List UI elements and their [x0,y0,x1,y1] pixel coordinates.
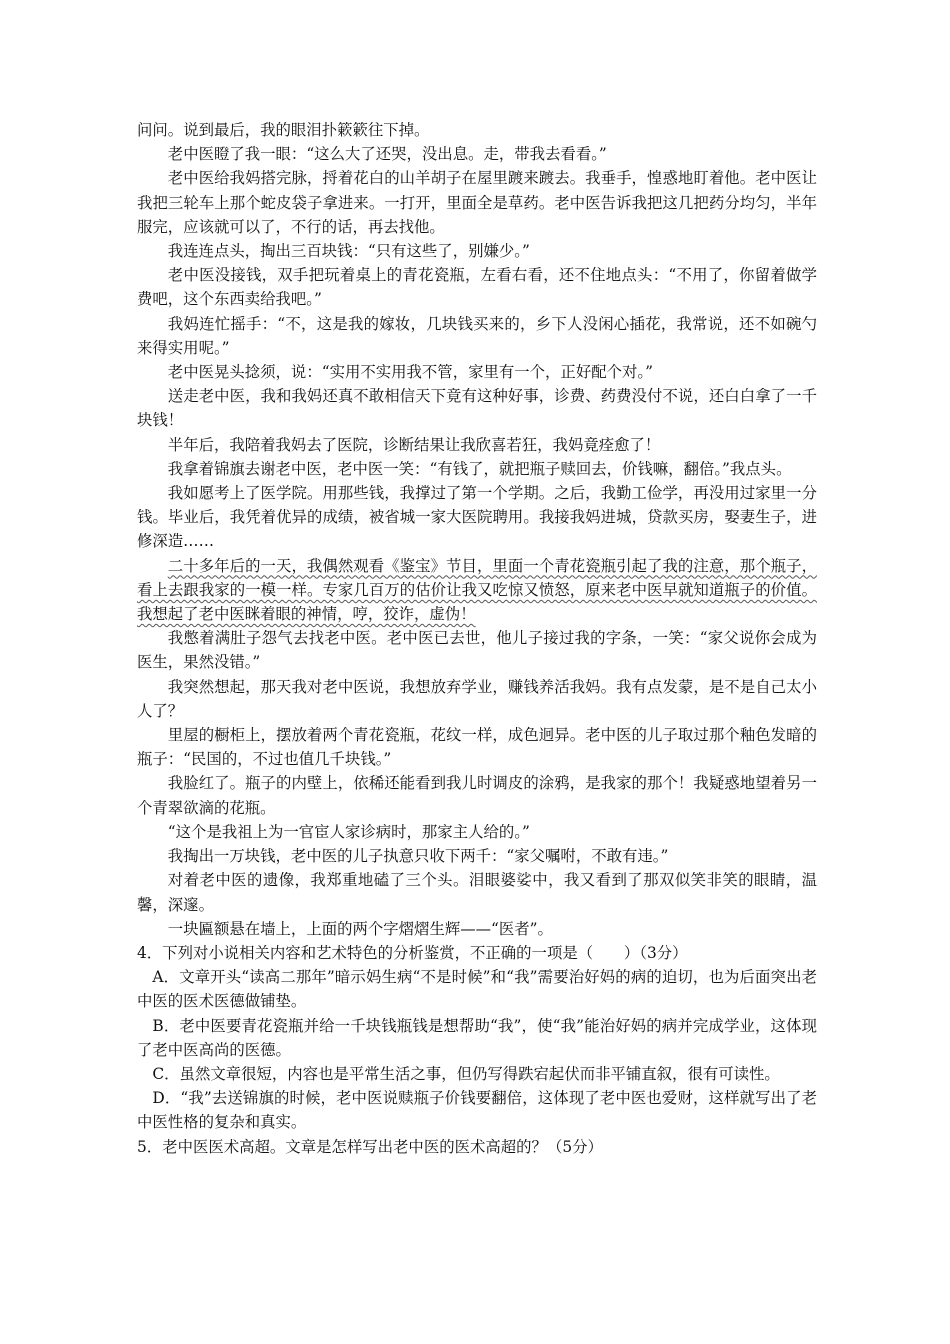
story-paragraph: 老中医给我妈搭完脉，捋着花白的山羊胡子在屋里踱来踱去。我垂手，惶惑地盯着他。老中医让我把三轮车上那个蛇皮袋子拿进来。一打开，里面全是草药。老中医告诉我把这几把药分均匀，半年服完，应该就可以了，不行的话，再去找他。 [137,169,817,236]
story-text [137,118,817,1159]
story-paragraph: 老中医没接钱，双手把玩着桌上的青花瓷瓶，左看右看，还不住地点头：“不用了，你留着做学费吧，这个东西卖给我吧。” [137,266,817,309]
story-paragraph: 我连连点头，掏出三百块钱：“只有这些了，别嫌少。” [167,242,530,261]
story-paragraph: 对着老中医的遗像，我郑重地磕了三个头。泪眼婆娑中，我又看到了那双似笑非笑的眼睛，温馨，深邃。 [137,871,817,914]
question-4-option-c: C．虽然文章很短，内容也是平常生活之事，但仍写得跌宕起伏而非平铺直叙，很有可读性。 [152,1064,780,1083]
story-paragraph: 里屋的橱柜上，摆放着两个青花瓷瓶，花纹一样，成色迥异。老中医的儿子取过那个釉色发暗的瓶子：“民国的，不过也值几千块钱。” [137,726,817,769]
story-paragraph: 我憋着满肚子怨气去找老中医。老中医已去世，他儿子接过我的字条，一笑：“家父说你会成为医生，果然没错。” [137,629,817,672]
question-4: 4．下列对小说相关内容和艺术特色的分析鉴赏，不正确的一项是（ ）（3分） [137,943,688,962]
question-5: 5．老中医医术高超。文章是怎样写出老中医的医术高超的？（5分） [137,1137,603,1156]
story-paragraph: 一块匾额悬在墙上，上面的两个字熠熠生辉——“医者”。 [167,919,553,938]
story-paragraph: 老中医晃头捻须，说：“实用不实用我不管，家里有一个，正好配个对。” [167,363,653,382]
question-4-option-a: A．文章开头“读高二那年”暗示妈生病“不是时候”和“我”需要治好妈的病的迫切，也为后面突出老中医的医术医德做铺垫。 [137,968,817,1011]
story-paragraph: 我脸红了。瓶子的内壁上，依稀还能看到我儿时调皮的涂鸦，是我家的那个！我疑惑地望着另一个青翠欲滴的花瓶。 [137,774,817,817]
underlined-paragraph: 二十多年后的一天，我偶然观看《鉴宝》节目，里面一个青花瓷瓶引起了我的注意，那个瓶子，看上去跟我家的一模一样。专家几百万的估价让我又吃惊又愤怒，原来老中医早就知道瓶子的价值。我想起了老中医眯着眼的神情，哼，狡诈，虚伪！ [137,556,817,624]
story-paragraph: 老中医瞪了我一眼：“这么大了还哭，没出息。走，带我去看看。” [167,145,607,164]
story-paragraph: 问问。说到最后，我的眼泪扑簌簌往下掉。 [137,121,430,139]
question-4-option-d: D．“我”去送锦旗的时候，老中医说赎瓶子价钱要翻倍，这体现了老中医也爱财，这样就写出了老中医性格的复杂和真实。 [137,1089,817,1132]
story-paragraph: 送走老中医，我和我妈还真不敢相信天下竟有这种好事，诊费、药费没付不说，还白白拿了一千块钱！ [137,387,817,430]
story-paragraph: 我掏出一万块钱，老中医的儿子执意只收下两千：“家父嘱咐，不敢有违。” [167,847,669,866]
story-paragraph: “这个是我祖上为一官宦人家诊病时，那家主人给的。” [167,822,530,841]
story-paragraph: 半年后，我陪着我妈去了医院，诊断结果让我欣喜若狂，我妈竟痊愈了！ [167,435,661,454]
story-paragraph: 我突然想起，那天我对老中医说，我想放弃学业，赚钱养活我妈。我有点发蒙，是不是自己太小人了？ [137,677,817,720]
question-4-option-b: B．老中医要青花瓷瓶并给一千块钱瓶钱是想帮助“我”，使“我”能治好妈的病并完成学业，这体现了老中医高尚的医德。 [137,1016,817,1059]
story-paragraph: 我如愿考上了医学院。用那些钱，我撑过了第一个学期。之后，我勤工俭学，再没用过家里一分钱。毕业后，我凭着优异的成绩，被省城一家大医院聘用。我接我妈进城，贷款买房，娶妻生子，进修深造…… [137,484,817,551]
story-paragraph: 我妈连忙摇手：“不，这是我的嫁妆，几块钱买来的，乡下人没闲心插花，我常说，还不如碗勺来得实用呢。” [137,314,817,357]
story-paragraph: 我拿着锦旗去谢老中医，老中医一笑：“有钱了，就把瓶子赎回去，价钱嘛，翻倍。”我点头。 [167,459,792,478]
